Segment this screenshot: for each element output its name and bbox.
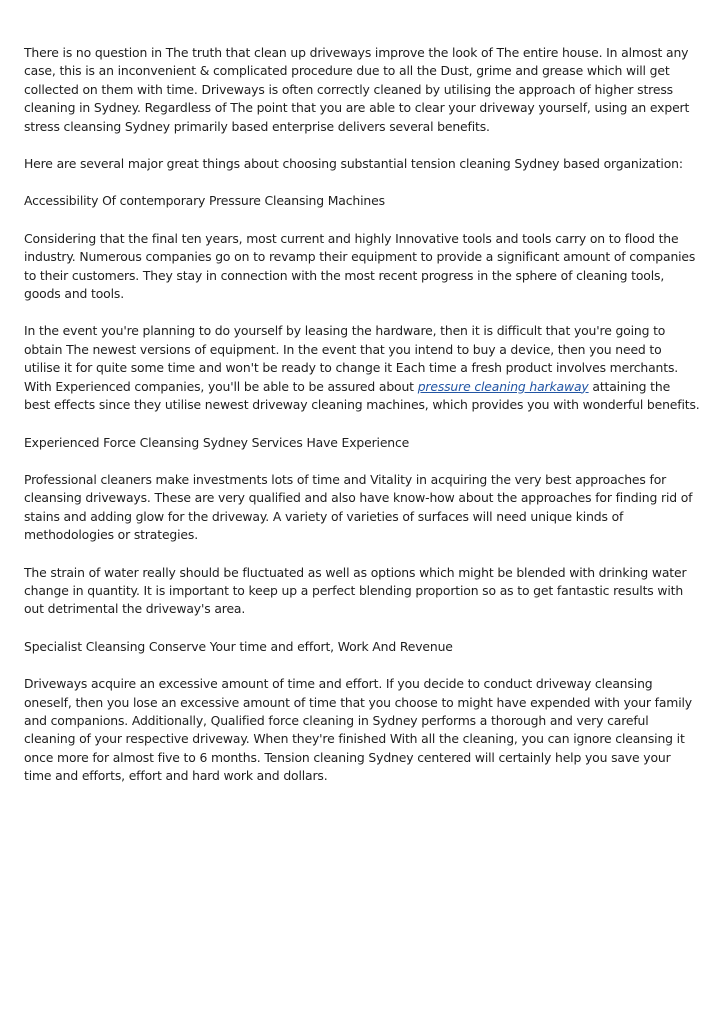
intro-paragraph: There is no question in The truth that clean up driveways improve the look of The entire house. In almost any case, this is an inconvenient & complicated procedure due to all the Dust, grime and grease which will get collected on them with time. Driveways is often correctly cleaned by utilising the approach of higher stress cleaning in Sydney. Regardless of The point that you are able to clear your driveway yourself, using an expert stress cleansing Sydney primarily based enterprise delivers several benefits. <box>24 45 690 134</box>
article-body <box>24 44 700 805</box>
section-heading-machines: Accessibility Of contemporary Pressure Cleansing Machines <box>24 193 385 209</box>
pressure-cleaning-harkaway-link[interactable]: pressure cleaning harkaway <box>417 378 589 394</box>
machines-paragraph: Considering that the final ten years, most current and highly Innovative tools and tools carry on to flood the industry. Numerous companies go on to revamp their equipment to provide a significant amount of companies to their customers. They stay in connection with the most recent progress in the sphere of cleaning tools, goods and tools. <box>24 230 696 302</box>
conserve-paragraph: Driveways acquire an excessive amount of time and effort. If you decide to conduct driveway cleansing oneself, then you lose an excessive amount of time that you choose to might have expended with your family and companions. Additionally, Qualified force cleaning in Sydney performs a thorough and very careful cleaning of your respective driveway. When they're finished With all the cleaning, you can ignore cleansing it once more for almost five to 6 months. Tension cleaning Sydney centered will certainly help you save your time and efforts, effort and hard work and dollars. <box>24 676 692 784</box>
water-pressure-paragraph: The strain of water really should be fluctuated as well as options which might be blended with drinking water change in quantity. It is important to keep up a perfect blending proportion so as to get fantastic results with out detrimental the driveway's area. <box>24 564 687 617</box>
benefits-intro-paragraph: Here are several major great things about choosing substantial tension cleaning Sydney based organization: <box>24 156 683 172</box>
leasing-text-before: In the event you're planning to do yourself by leasing the hardware, then it is difficult that you're going to obtain The newest versions of equipment. In the event that you intend to buy a device, then you need to utilise it for quite some time and won't be ready to change it Each time a fresh product involves merchants. With Experienced companies, you'll be able to be assured about <box>24 323 679 394</box>
experience-paragraph: Professional cleaners make investments lots of time and Vitality in acquiring the very best approaches for cleansing driveways. These are very qualified and also have know-how about the approaches for finding rid of stains and adding glow for the driveway. A variety of varieties of surfaces will need unique kinds of methodologies or strategies. <box>24 471 693 543</box>
section-heading-conserve: Specialist Cleansing Conserve Your time and effort, Work And Revenue <box>24 638 453 654</box>
leasing-text-after: attaining the best effects since they utilise newest driveway cleaning machines, which provides you with wonderful benefits. <box>24 378 700 413</box>
leasing-paragraph <box>24 322 700 414</box>
section-heading-experience: Experienced Force Cleansing Sydney Services Have Experience <box>24 434 410 450</box>
